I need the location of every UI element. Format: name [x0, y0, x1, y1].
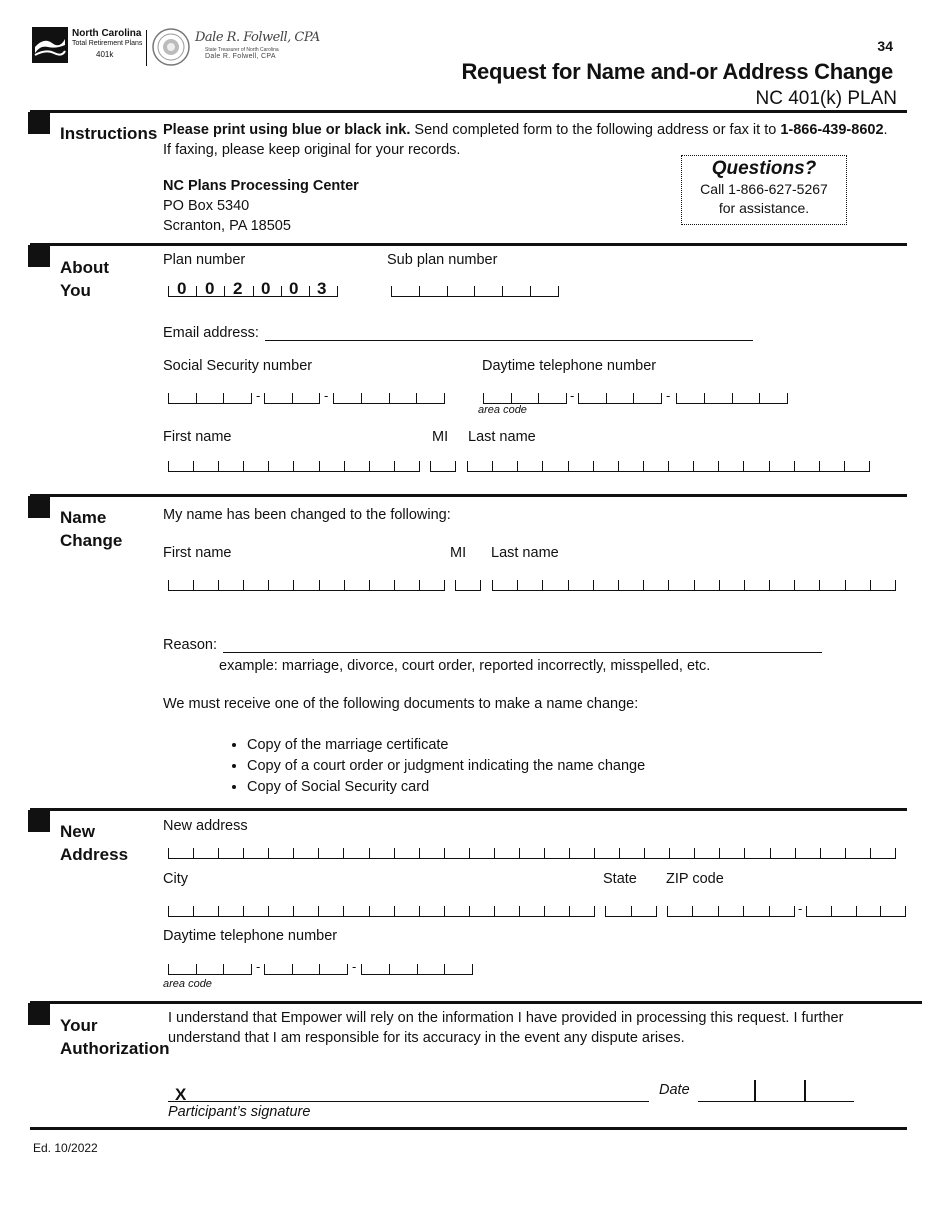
ssn-field-part3[interactable]	[333, 393, 445, 404]
logo-subtitle-text: Total Retirement Plans	[72, 40, 143, 47]
city-label: City	[163, 871, 188, 887]
city-field[interactable]	[168, 906, 595, 917]
header-rule	[30, 110, 907, 113]
reason-example: example: marriage, divorce, court order, reported incorrectly, misspelled, etc.	[219, 658, 711, 674]
date-separator	[754, 1080, 756, 1101]
new-address-label: New address	[163, 818, 248, 834]
section-label-name-change: Name Change	[60, 508, 123, 550]
section-rule	[30, 1127, 907, 1130]
new-last-name-label: Last name	[491, 545, 559, 561]
mi-label: MI	[432, 429, 449, 445]
sub-plan-label: Sub plan number	[387, 252, 498, 268]
list-item: • Copy of the marriage certificate	[247, 735, 645, 756]
plan-digit: 0	[205, 279, 215, 298]
mi-field[interactable]	[430, 461, 456, 472]
ssn-label: Social Security number	[163, 358, 313, 374]
treasurer-title: State Treasurer of North Carolina	[205, 47, 279, 53]
instructions-text	[163, 120, 898, 160]
state-seal-icon	[152, 28, 190, 66]
plan-digit: 0	[261, 279, 271, 298]
new-phone-label: Daytime telephone number	[163, 928, 338, 944]
section-marker	[28, 1003, 50, 1025]
section-marker	[28, 245, 50, 267]
phone-area-code-field[interactable]	[483, 393, 567, 404]
zip-label: ZIP code	[666, 871, 724, 887]
reason-label: Reason:	[163, 637, 218, 653]
new-phone-line-field[interactable]	[361, 964, 473, 975]
signature-x-mark: X	[175, 1085, 187, 1104]
last-name-label: Last name	[468, 429, 536, 445]
section-label-instructions: Instructions	[60, 124, 158, 143]
new-address-field[interactable]	[168, 848, 896, 859]
phone-line-field[interactable]	[676, 393, 788, 404]
new-first-name-label: First name	[163, 545, 232, 561]
state-label: State	[603, 871, 637, 887]
list-item: • Copy of Social Security card	[247, 777, 645, 798]
section-label-about: About You	[60, 258, 110, 300]
state-field[interactable]	[605, 906, 657, 917]
treasurer-signature	[195, 30, 320, 64]
list-item: • Copy of a court order or judgment indicating the name change	[247, 756, 645, 777]
plan-digit: 3	[317, 279, 327, 298]
plan-digit: 0	[289, 279, 299, 298]
email-input[interactable]	[265, 340, 753, 341]
new-mi-field[interactable]	[455, 580, 481, 591]
questions-box	[681, 155, 847, 225]
dash: -	[256, 388, 261, 403]
address-line-2: Scranton, PA 18505	[163, 218, 291, 234]
documents-intro: We must receive one of the following documents to make a name change:	[163, 696, 639, 712]
sub-plan-field[interactable]	[391, 286, 559, 297]
plan-digit: 2	[233, 279, 243, 298]
fax-number: 1-866-439-8602	[780, 122, 884, 138]
plan-digit: 0	[177, 279, 187, 298]
dash: -	[324, 388, 329, 403]
reason-input[interactable]	[223, 652, 822, 653]
logo-401k-text: 401k	[96, 50, 114, 59]
new-phone-area-code-field[interactable]	[168, 964, 252, 975]
zip-field[interactable]	[667, 906, 795, 917]
new-mi-label: MI	[450, 545, 467, 561]
questions-phone: Call 1-866-627-5267	[700, 181, 828, 197]
name-change-intro: My name has been changed to the following:	[163, 507, 451, 523]
ssn-field-part2[interactable]	[264, 393, 320, 404]
page-number: 34	[877, 38, 893, 54]
dash: -	[570, 388, 575, 403]
section-rule	[30, 1001, 922, 1004]
area-code-caption: area code	[163, 978, 212, 990]
section-rule	[30, 494, 907, 497]
plan-name: NC 401(k) PLAN	[755, 88, 897, 109]
nc-401k-logo	[32, 27, 143, 65]
new-phone-prefix-field[interactable]	[264, 964, 348, 975]
dash: -	[352, 959, 357, 974]
date-label: Date	[659, 1082, 690, 1098]
phone-prefix-field[interactable]	[578, 393, 662, 404]
section-label-new-address: New Address	[60, 822, 129, 864]
logo-divider	[146, 30, 147, 66]
authorization-statement: I understand that Empower will rely on the information I have provided in processing this request. I further understand that I am responsible for its accuracy in the event any dispute arises.	[168, 1010, 844, 1046]
dash: -	[798, 901, 803, 916]
signature-input[interactable]	[168, 1101, 649, 1102]
plan-number-field[interactable]	[168, 286, 338, 297]
page-title: Request for Name and-or Address Change	[461, 59, 893, 84]
address-name: NC Plans Processing Center	[163, 178, 359, 194]
ssn-field-part1[interactable]	[168, 393, 252, 404]
treasurer-name: Dale R. Folwell, CPA	[205, 53, 276, 60]
section-rule	[30, 808, 907, 811]
send-instruction: Send completed form to the following address or fax it to	[410, 122, 781, 138]
daytime-phone-label: Daytime telephone number	[482, 358, 657, 374]
first-name-field[interactable]	[168, 461, 420, 472]
section-marker	[28, 112, 50, 134]
questions-title: Questions?	[711, 158, 817, 179]
plan-number-label: Plan number	[163, 252, 246, 268]
address-line-1: PO Box 5340	[163, 198, 250, 214]
section-marker	[28, 810, 50, 832]
first-name-label: First name	[163, 429, 232, 445]
email-label: Email address:	[163, 325, 259, 341]
area-code-caption: area code	[478, 404, 527, 416]
dash: -	[666, 388, 671, 403]
zip-plus4-field[interactable]	[806, 906, 906, 917]
documents-list	[165, 735, 645, 798]
edition-text: Ed. 10/2022	[33, 1141, 98, 1155]
signature-label: Participant’s signature	[168, 1104, 311, 1120]
wave-logo-icon	[32, 27, 68, 63]
section-marker	[28, 496, 50, 518]
new-first-name-field[interactable]	[168, 580, 445, 591]
fax-instruction: . If faxing, please keep original for your records.	[163, 122, 888, 158]
ink-instruction: Please print using blue or black ink.	[163, 122, 411, 138]
last-name-field[interactable]	[467, 461, 870, 472]
section-rule	[30, 243, 907, 246]
questions-assistance: for assistance.	[718, 200, 810, 216]
new-last-name-field[interactable]	[492, 580, 896, 591]
logo-state-text: North Carolina	[72, 28, 142, 39]
section-label-authorization: Your Authorization	[60, 1016, 170, 1058]
dash: -	[256, 959, 261, 974]
date-separator	[804, 1080, 806, 1101]
handwritten-signature: Dale R. Folwell, CPA	[195, 30, 320, 45]
date-input[interactable]	[698, 1101, 854, 1102]
